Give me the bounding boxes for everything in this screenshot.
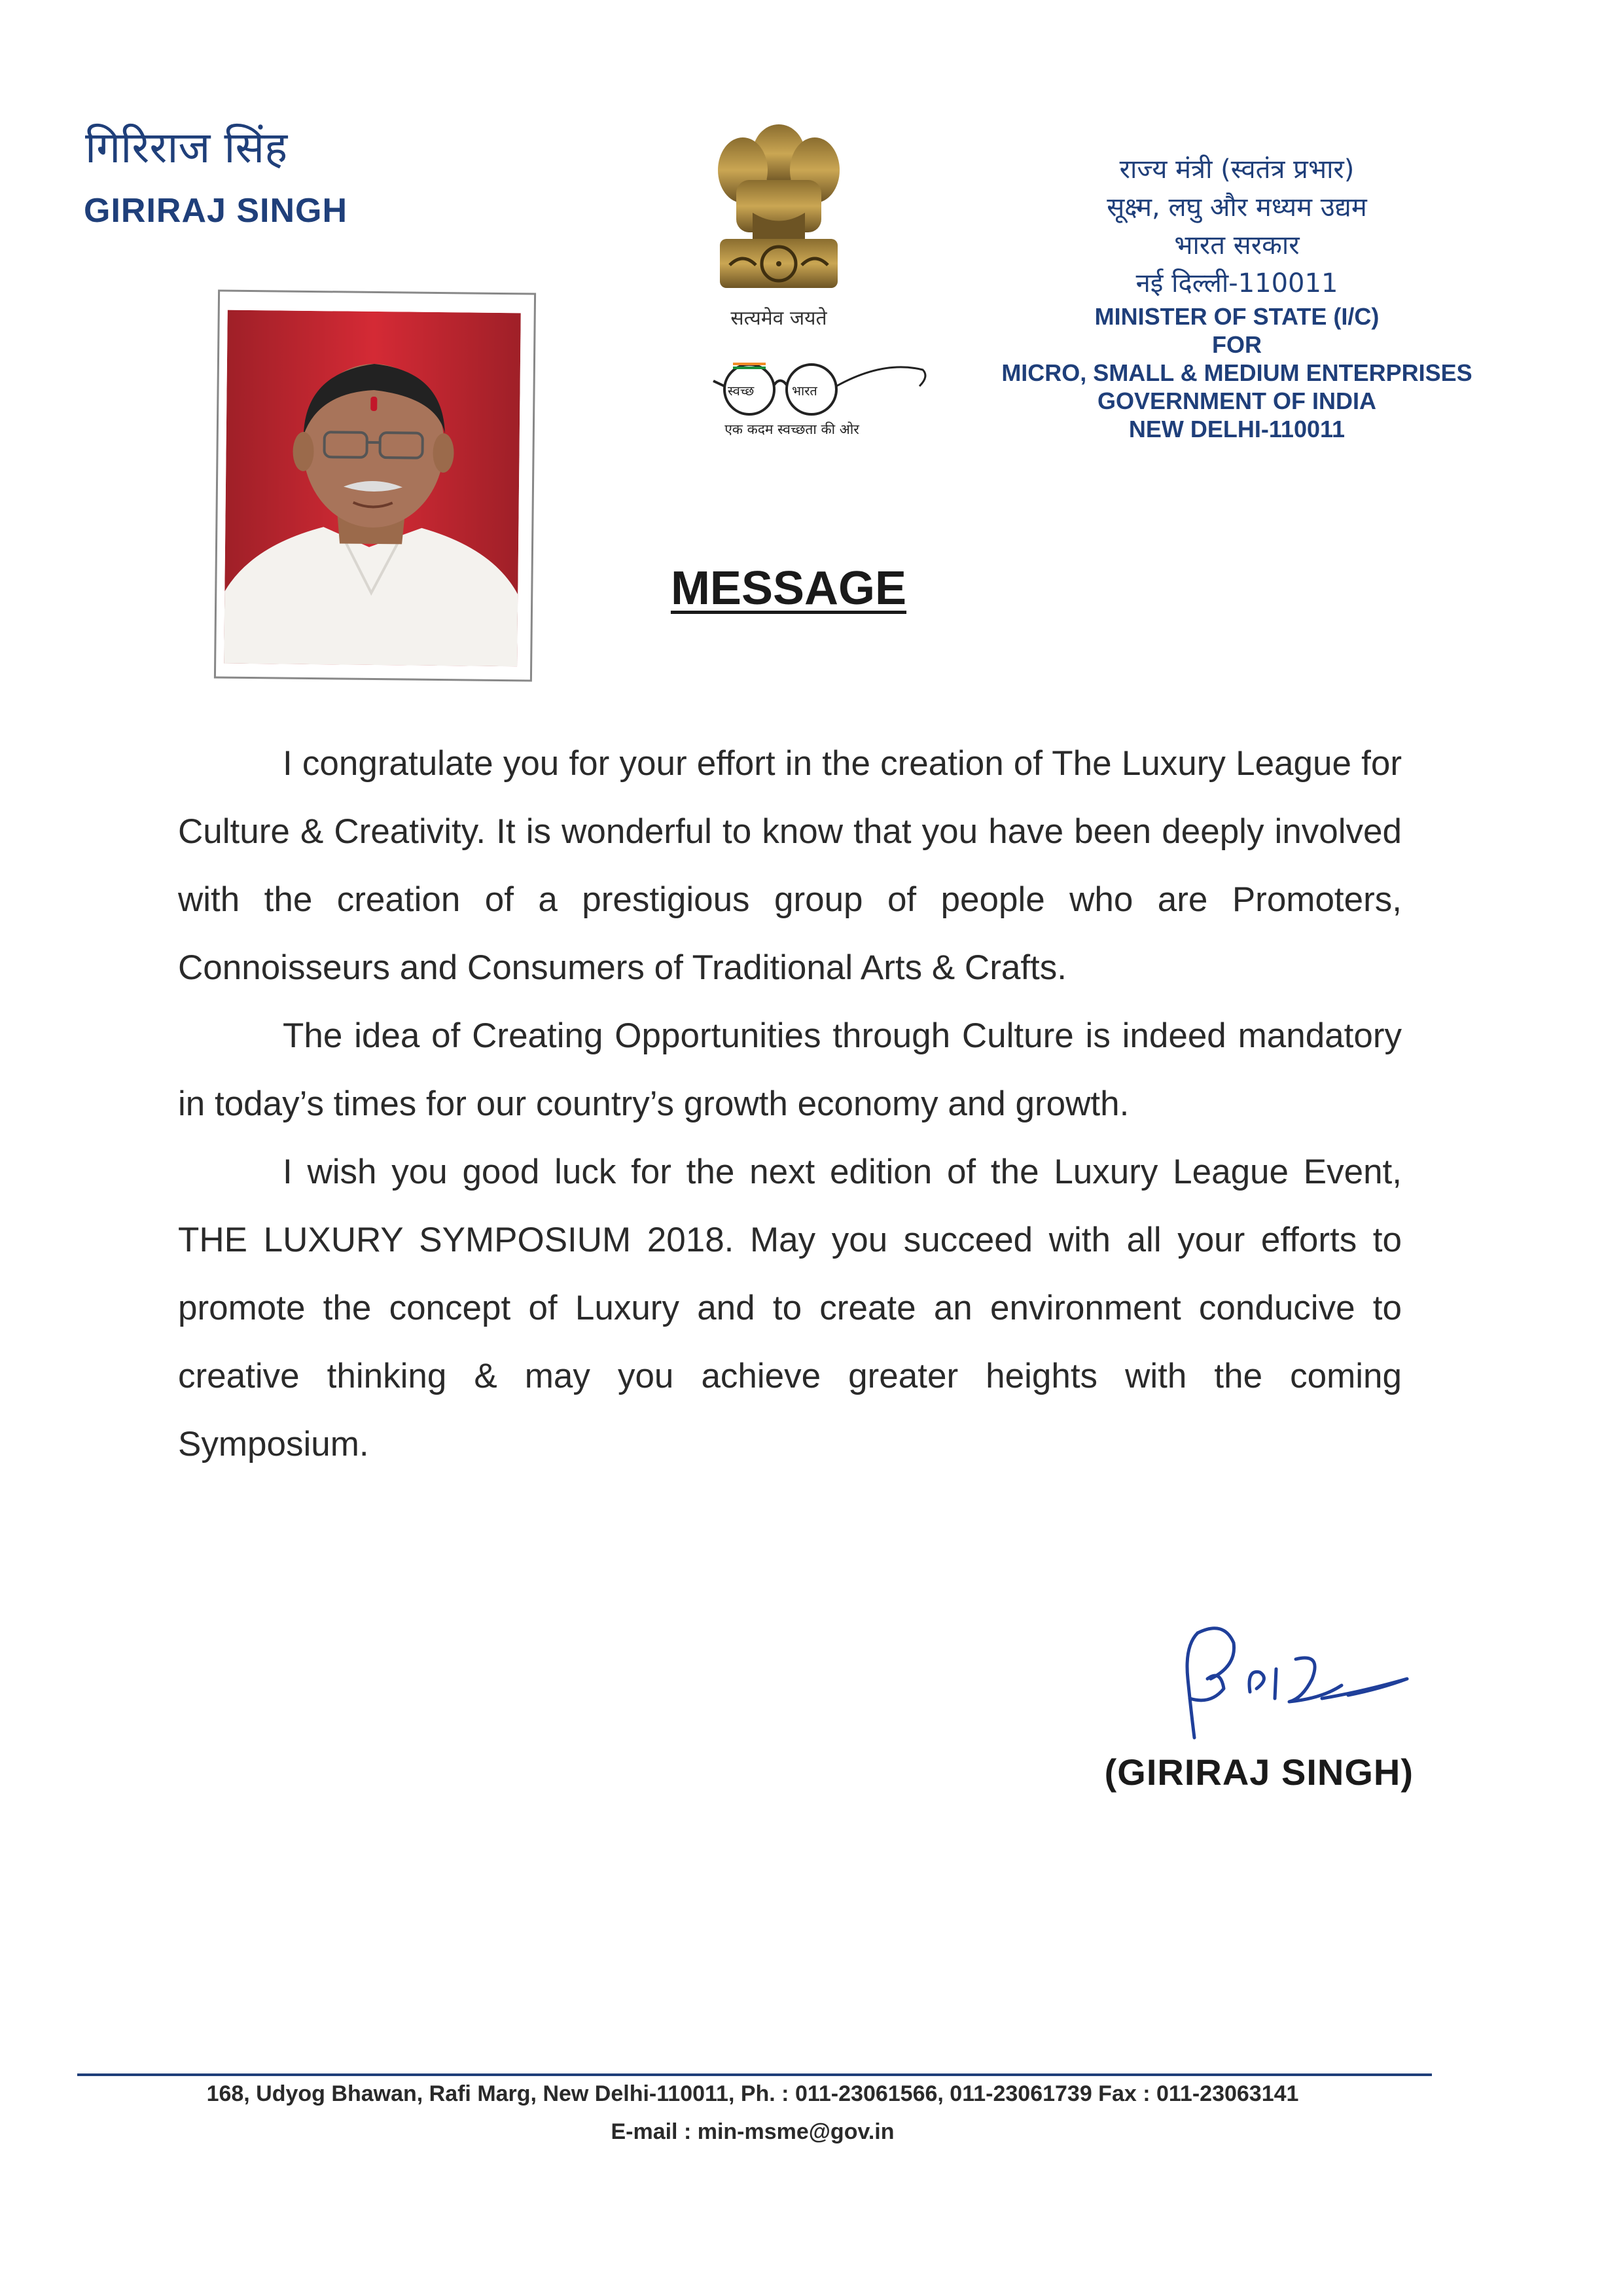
footer-address: 168, Udyog Bhawan, Rafi Marg, New Delhi-110011, Ph. : 011-23061566, 011-23061739 Fax : 011-23063141 <box>206 2081 1299 2106</box>
body-paragraph-1: I congratulate you for your effort in the creation of The Luxury League for Culture & Creativity. It is wonderful to know that you have been deeply involved with the creation of a prestigious group of people who are Promoters, Connoisseurs and Consumers of Traditional Arts & Crafts. <box>178 744 1402 987</box>
designation-english-line-2: FOR <box>1212 331 1262 358</box>
name-english: GIRIRAJ SINGH <box>84 192 348 230</box>
message-body <box>178 730 1402 1479</box>
portrait-photo-frame <box>214 289 536 681</box>
designation-english-line-3: MICRO, SMALL & MEDIUM ENTERPRISES <box>1001 359 1472 386</box>
designation-english-line-5: NEW DELHI-110011 <box>1128 416 1346 442</box>
designation-english-line-1: MINISTER OF STATE (I/C) <box>1094 303 1380 330</box>
footer-email: E-mail : min-msme@gov.in <box>611 2119 895 2144</box>
designation-hindi-line-1: राज्य मंत्री (स्वतंत्र प्रभार) <box>1119 154 1355 185</box>
designation-hindi-line-2: सूक्ष्म, लघु और मध्यम उद्यम <box>1107 192 1367 223</box>
body-paragraph-3: I wish you good luck for the next edition of the Luxury League Event, THE LUXURY SYMPOSIUM 2018. May you succeed with all your efforts to promote the concept of Luxury and to create an environment conducive to creative thinking & may you achieve greater heights with the coming Symposium. <box>178 1153 1402 1463</box>
page-title: MESSAGE <box>670 562 907 615</box>
footer-divider <box>77 2073 1432 2076</box>
national-emblem-icon <box>707 115 851 304</box>
swachh-label-left: स्वच्छ <box>728 383 755 399</box>
swachh-tagline: एक कदम स्वच्छता की ओर <box>724 422 859 437</box>
swachh-label-right: भारत <box>792 383 817 399</box>
ministry-designation <box>962 151 1512 443</box>
name-hindi: गिरिराज सिंह <box>85 122 288 173</box>
swachh-bharat-logo-icon <box>700 340 936 419</box>
handwritten-signature <box>1171 1607 1420 1751</box>
body-paragraph-2: The idea of Creating Opportunities through Culture is indeed mandatory in today’s times for our country’s growth economy and growth. <box>178 1016 1402 1123</box>
signatory-name: (GIRIRAJ SINGH) <box>1104 1751 1414 1793</box>
designation-english-line-4: GOVERNMENT OF INDIA <box>1097 387 1376 414</box>
designation-hindi-line-4: नई दिल्ली-110011 <box>1135 268 1338 298</box>
emblem-motto: सत्यमेव जयते <box>730 307 827 330</box>
designation-hindi-line-3: भारत सरकार <box>1174 230 1300 260</box>
